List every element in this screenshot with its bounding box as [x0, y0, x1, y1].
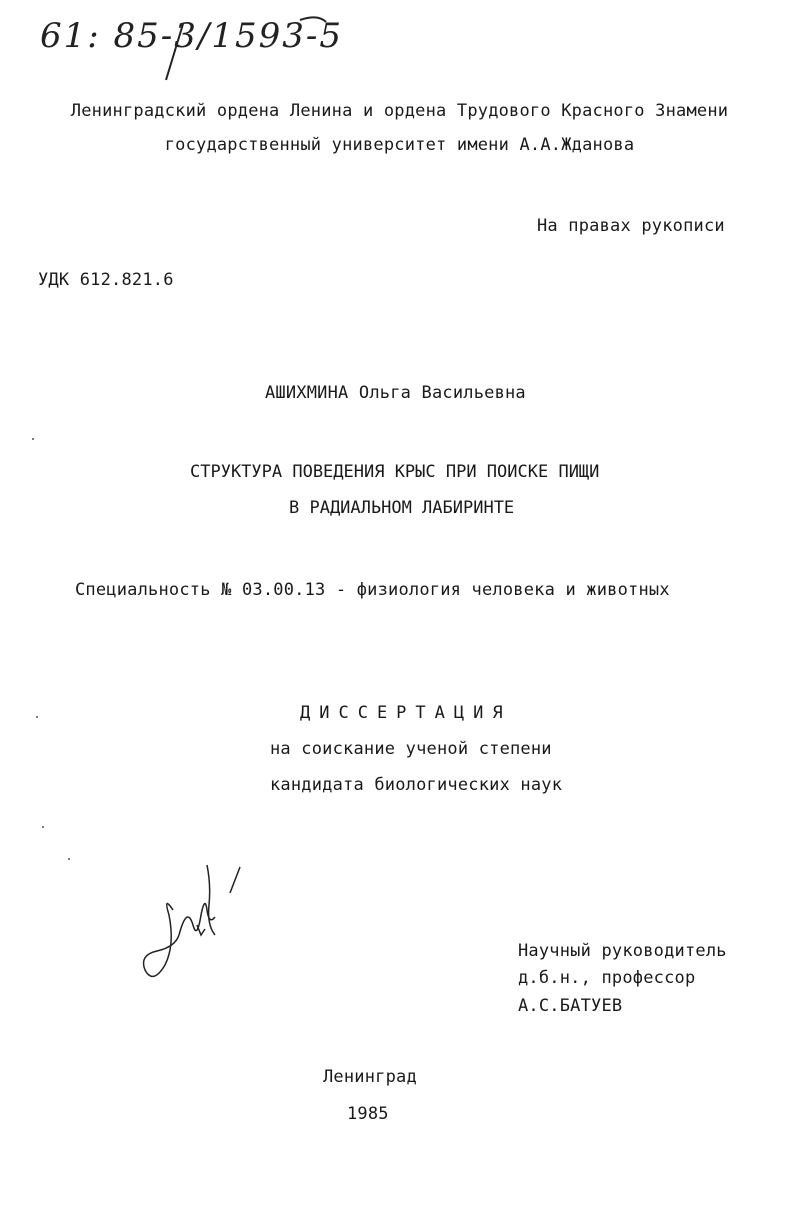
thesis-title-line-2: В РАДИАЛЬНОМ ЛАБИРИНТЕ: [289, 498, 515, 518]
specialty-line: Специальность № 03.00.13 - физиология человека и животных: [75, 580, 670, 600]
thesis-title-line-1: СТРУКТУРА ПОВЕДЕНИЯ КРЫС ПРИ ПОИСКЕ ПИЩИ: [190, 462, 600, 482]
rights-note: На правах рукописи: [537, 216, 725, 236]
handwritten-catalog-code: 61: 85-3/1593-5: [40, 16, 344, 56]
supervisor-name: А.С.БАТУЕВ: [518, 996, 623, 1016]
dissertation-degree-line-1: на соискание ученой степени: [270, 739, 552, 759]
dissertation-heading: ДИССЕРТАЦИЯ: [300, 703, 512, 723]
dissertation-degree-line-2: кандидата биологических наук: [270, 775, 563, 795]
udk-code: УДК 612.821.6: [38, 270, 174, 290]
institution-line-2: государственный университет имени А.А.Жданова: [164, 135, 635, 155]
scan-speck: [68, 858, 70, 860]
supervisor-degree: д.б.н., профессор: [518, 968, 696, 988]
handwritten-signature: [135, 855, 255, 1005]
institution-line-1: Ленинградский ордена Ленина и ордена Трудового Красного Знамени: [70, 101, 729, 121]
scan-speck: [42, 826, 44, 828]
year: 1985: [347, 1104, 389, 1124]
scan-speck: [32, 438, 34, 440]
scan-speck: [36, 716, 38, 718]
supervisor-label: Научный руководитель: [518, 941, 727, 961]
city: Ленинград: [323, 1067, 417, 1087]
author-name: АШИХМИНА Ольга Васильевна: [265, 383, 526, 403]
